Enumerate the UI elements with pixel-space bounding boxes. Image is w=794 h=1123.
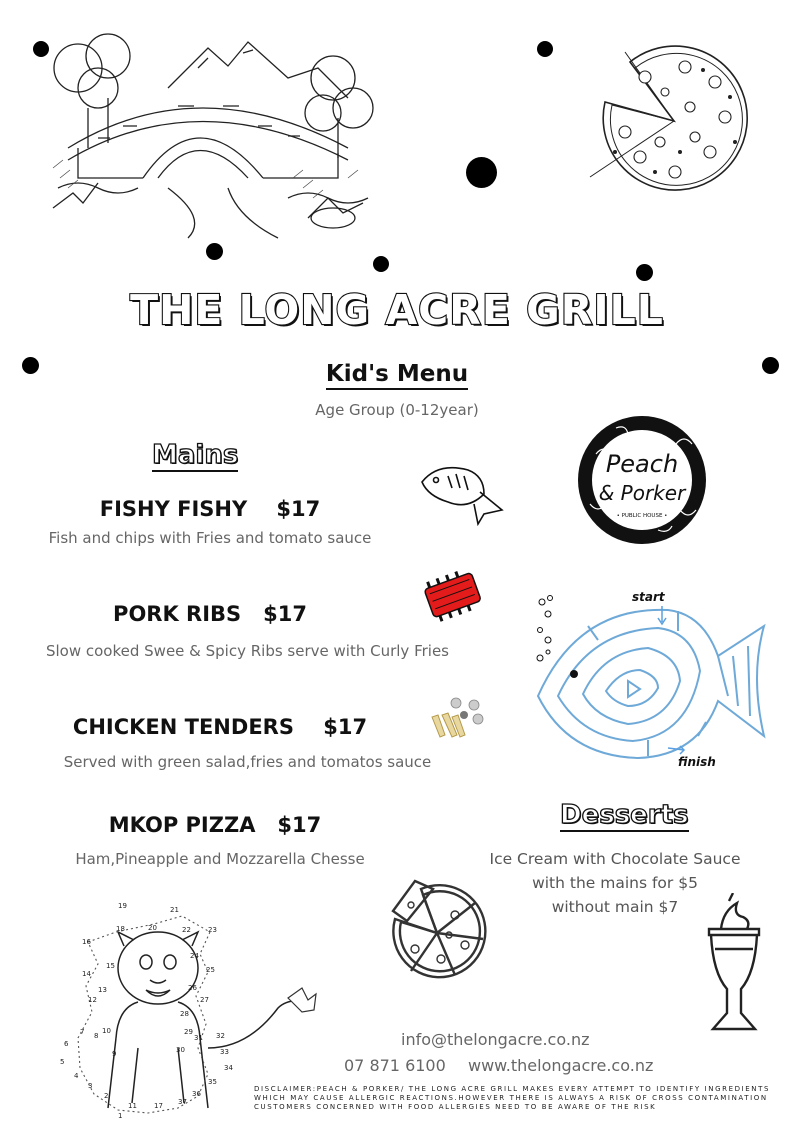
- contact-email[interactable]: info@thelongacre.co.nz: [401, 1030, 590, 1049]
- dot-number: 37: [178, 1098, 187, 1106]
- menu-item-name: MKOP PIZZA $17: [108, 813, 322, 837]
- menu-item-description: Slow cooked Swee & Spicy Ribs serve with Curly Fries: [45, 642, 449, 660]
- dot-number: 14: [82, 970, 91, 978]
- dot-number: 17: [154, 1102, 163, 1110]
- dot-number: 36: [192, 1090, 201, 1098]
- dot-number: 28: [180, 1010, 189, 1018]
- dot-number: 34: [224, 1064, 233, 1072]
- dot-number: 21: [170, 906, 179, 914]
- age-group: Age Group (0-12year): [315, 401, 479, 419]
- dot-number: 29: [184, 1028, 193, 1036]
- dot-number: 31: [194, 1034, 203, 1042]
- allergy-disclaimer: DISCLAIMER:PEACH & PORKER/ THE LONG ACRE GRILL MAKES EVERY ATTEMPT TO IDENTIFY INGREDIENTS WHICH MAY CAUSE ALLERGIC REACTIONS.HOWEVER THERE IS ALWAYS A RISK OF CROSS CONTAMINATION CUSTOMERS CONCERNED WITH FOOD ALLERGIES NEED TO BE AWARE OF THE RISK: [254, 1085, 771, 1111]
- dot-number: 35: [208, 1078, 217, 1086]
- dot-number: 2: [104, 1092, 109, 1100]
- dot-number: 30: [176, 1046, 185, 1054]
- contact-website[interactable]: www.thelongacre.co.nz: [468, 1056, 654, 1075]
- maze-finish-label: finish: [678, 755, 716, 769]
- decorative-dot: [206, 243, 223, 260]
- pizza-illustration: [585, 32, 763, 210]
- dessert-line: Ice Cream with Chocolate Sauce: [489, 850, 741, 868]
- menu-item-description: Ham,Pineapple and Mozzarella Chesse: [75, 850, 365, 868]
- dot-number: 8: [94, 1032, 99, 1040]
- dot-number: 5: [60, 1058, 65, 1066]
- menu-item-description: Served with green salad,fries and tomatos sauce: [63, 753, 432, 771]
- decorative-dot: [636, 264, 653, 281]
- dot-number: 10: [102, 1027, 111, 1035]
- logo-line2: & Porker: [598, 481, 686, 505]
- menu-item-name: FISHY FISHY $17: [99, 497, 321, 521]
- decorative-dot: [466, 157, 497, 188]
- dot-number: 15: [106, 962, 115, 970]
- ribs-icon: [420, 562, 486, 630]
- logo-line1: Peach: [605, 450, 679, 478]
- dot-number: 9: [112, 1050, 117, 1058]
- bridge-illustration: [48, 28, 376, 240]
- ice-cream-icon: [703, 893, 765, 1035]
- menu-item-name: CHICKEN TENDERS $17: [72, 715, 368, 739]
- pizza-icon: [385, 875, 489, 985]
- menu-item-name: PORK RIBS $17: [113, 602, 307, 626]
- decorative-dot: [373, 256, 389, 272]
- dot-number: 12: [88, 996, 97, 1004]
- dot-number: 24: [190, 952, 199, 960]
- dot-number: 26: [188, 984, 197, 992]
- dot-number: 33: [220, 1048, 229, 1056]
- dot-number: 11: [128, 1102, 137, 1110]
- menu-subtitle: Kid's Menu: [0, 361, 794, 387]
- mains-heading: Mains: [152, 440, 239, 470]
- dot-number: 18: [116, 925, 125, 933]
- desserts-heading: Desserts: [560, 800, 689, 830]
- dessert-line: with the mains for $5: [532, 874, 698, 892]
- dot-number: 16: [82, 938, 91, 946]
- dot-number: 25: [206, 966, 215, 974]
- dot-number: 19: [118, 902, 127, 910]
- logo-tagline: • PUBLIC HOUSE •: [616, 513, 668, 519]
- dot-number: 22: [182, 926, 191, 934]
- fish-maze-puzzle: [528, 586, 772, 776]
- menu-item-price: $17: [276, 497, 321, 521]
- dessert-line: without main $7: [551, 898, 679, 916]
- dot-number: 4: [74, 1072, 79, 1080]
- fish-icon: [418, 462, 504, 526]
- dot-number: 32: [216, 1032, 225, 1040]
- decorative-dot: [33, 41, 49, 57]
- dot-number: 23: [208, 926, 217, 934]
- dot-number: 27: [200, 996, 209, 1004]
- maze-start-label: start: [632, 590, 665, 604]
- dot-number: 13: [98, 986, 107, 994]
- dot-number: 1: [118, 1112, 123, 1120]
- contact-phone[interactable]: 07 871 6100: [344, 1056, 446, 1075]
- peach-porker-logo: [576, 414, 708, 546]
- chicken-tenders-icon: [428, 695, 490, 743]
- dot-number: 20: [148, 924, 157, 932]
- dot-number: 6: [64, 1040, 69, 1048]
- menu-item-price: $17: [323, 715, 368, 739]
- menu-item-description: Fish and chips with Fries and tomato sauce: [48, 529, 372, 547]
- restaurant-title: THE LONG ACRE GRILL: [130, 286, 664, 334]
- menu-item-price: $17: [263, 602, 307, 626]
- decorative-dot: [537, 41, 553, 57]
- dot-number: 3: [88, 1082, 93, 1090]
- dot-number: 7: [80, 1028, 85, 1036]
- menu-item-price: $17: [277, 813, 322, 837]
